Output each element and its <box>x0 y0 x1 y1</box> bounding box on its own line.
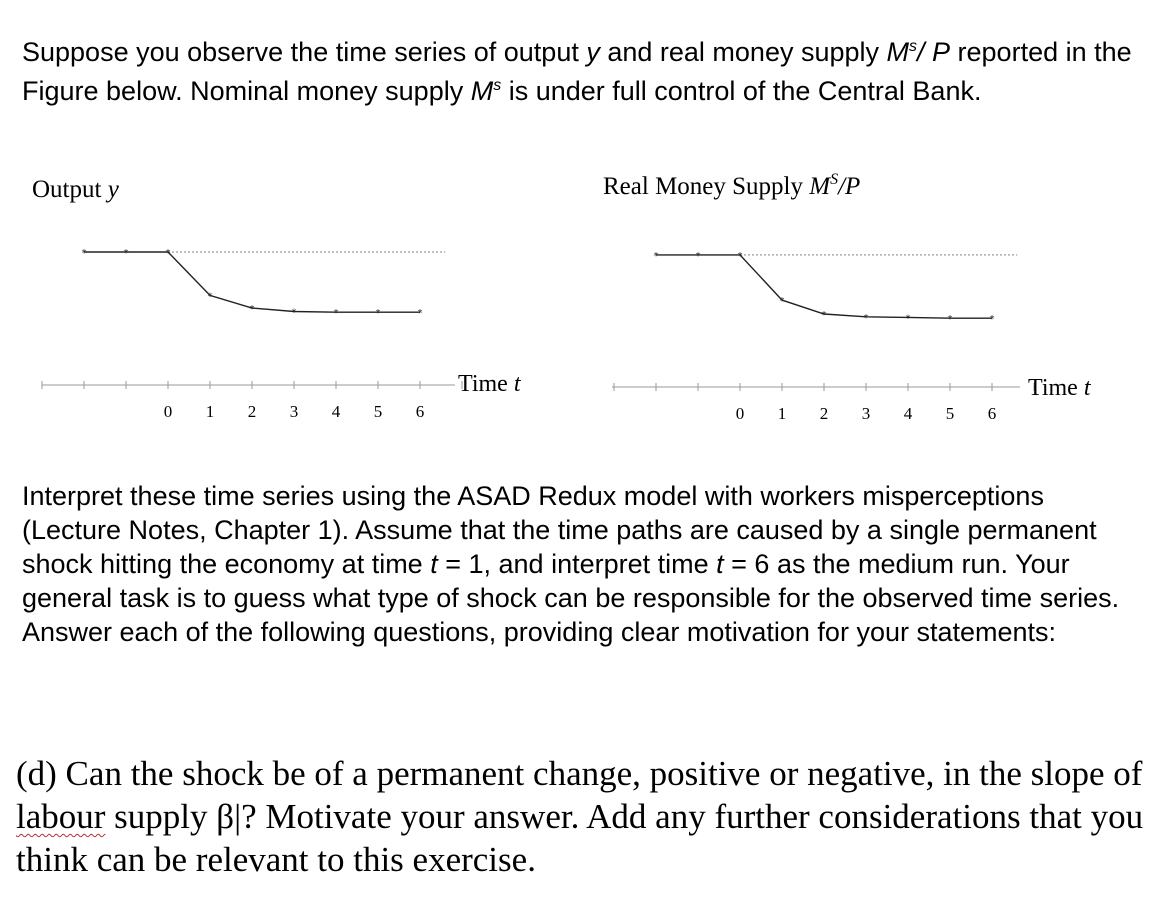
output-chart-title: Output y <box>32 176 119 203</box>
x-tick-label: 4 <box>903 404 913 423</box>
data-point-marker: * <box>737 250 743 262</box>
data-point-marker: * <box>291 307 297 319</box>
intro-text-3: reported in the Figure below. Nominal money supply <box>22 37 1132 106</box>
x-tick-label: 4 <box>331 402 341 421</box>
data-point-marker: * <box>863 312 869 324</box>
data-point-marker: * <box>947 314 953 326</box>
intro-var-m: M <box>886 37 910 67</box>
x-tick-label: 3 <box>289 402 299 421</box>
x-tick-label: 0 <box>735 404 745 423</box>
data-point-marker: * <box>989 314 995 326</box>
intro-var-ms: M <box>470 76 494 106</box>
x-tick-label: 2 <box>247 402 257 421</box>
data-point-marker: * <box>905 313 911 325</box>
x-tick-label: 2 <box>819 404 829 423</box>
data-point-marker: * <box>695 250 701 262</box>
interpret-var-t2: t <box>716 549 724 579</box>
intro-var-ms-sup: s <box>493 77 502 94</box>
x-tick-label: 1 <box>205 402 215 421</box>
data-point-marker: * <box>333 308 339 320</box>
x-tick-label: 6 <box>987 404 997 423</box>
question-text-1: (d) Can the shock be of a permanent change, positive or negative, in the slope of <box>16 754 1143 793</box>
data-point-marker: * <box>81 248 87 259</box>
money-supply-x-axis-label: Time t <box>1028 375 1091 401</box>
data-point-marker: * <box>123 248 129 259</box>
interpret-text-1: Interpret these time series using the ASAD Redux model with workers misperceptions (Lecture Notes, Chapter 1). Assume that the time paths are caused by a single permanent shock hitting the economy at time <box>22 481 1097 579</box>
data-point-marker: * <box>779 296 785 308</box>
interpret-paragraph <box>22 479 1142 649</box>
question-word-labour: labour <box>16 797 106 836</box>
data-point-marker: * <box>417 308 423 320</box>
x-tick-label: 5 <box>945 404 955 423</box>
question-text-2: supply β|? Motivate your answer. Add any further considerations that you think can be relevant to this exercise. <box>16 797 1144 879</box>
x-tick-label: 5 <box>373 402 383 421</box>
interpret-var-t1: t <box>430 549 438 579</box>
data-point-marker: * <box>375 308 381 320</box>
money-supply-series-markers <box>654 251 995 325</box>
question-d <box>16 752 1156 881</box>
data-point-marker: * <box>653 250 659 262</box>
data-point-marker: * <box>207 291 213 303</box>
data-point-marker: * <box>165 248 171 259</box>
data-point-marker: * <box>249 304 255 315</box>
interpret-text-2: = 1, and interpret time <box>437 549 717 579</box>
intro-text-4: is under full control of the Central Bank. <box>501 76 982 106</box>
money-supply-chart-title: Real Money Supply $M^S/P$ <box>603 171 861 200</box>
x-tick-label: 6 <box>415 402 425 421</box>
x-tick-label: 1 <box>777 404 787 423</box>
intro-var-m-sup: s <box>909 38 918 55</box>
output-x-axis-label: Time t <box>458 371 521 397</box>
x-tick-label: 0 <box>163 402 173 421</box>
intro-var-y: y <box>586 37 600 67</box>
money-supply-series-line <box>656 255 992 318</box>
x-tick-label: 3 <box>861 404 871 423</box>
intro-var-p: / P <box>917 37 951 67</box>
data-point-marker: * <box>821 310 827 321</box>
interpret-text-3: = 6 as the medium run. Your general task is to guess what type of shock can be responsible for the observed time series. Answer each of the following questions, providing clear motivation for your statements: <box>22 549 1120 647</box>
intro-text-1: Suppose you observe the time series of output <box>22 37 587 67</box>
money-supply-x-tick-labels <box>736 404 997 423</box>
intro-text-2: and real money supply <box>599 37 887 67</box>
